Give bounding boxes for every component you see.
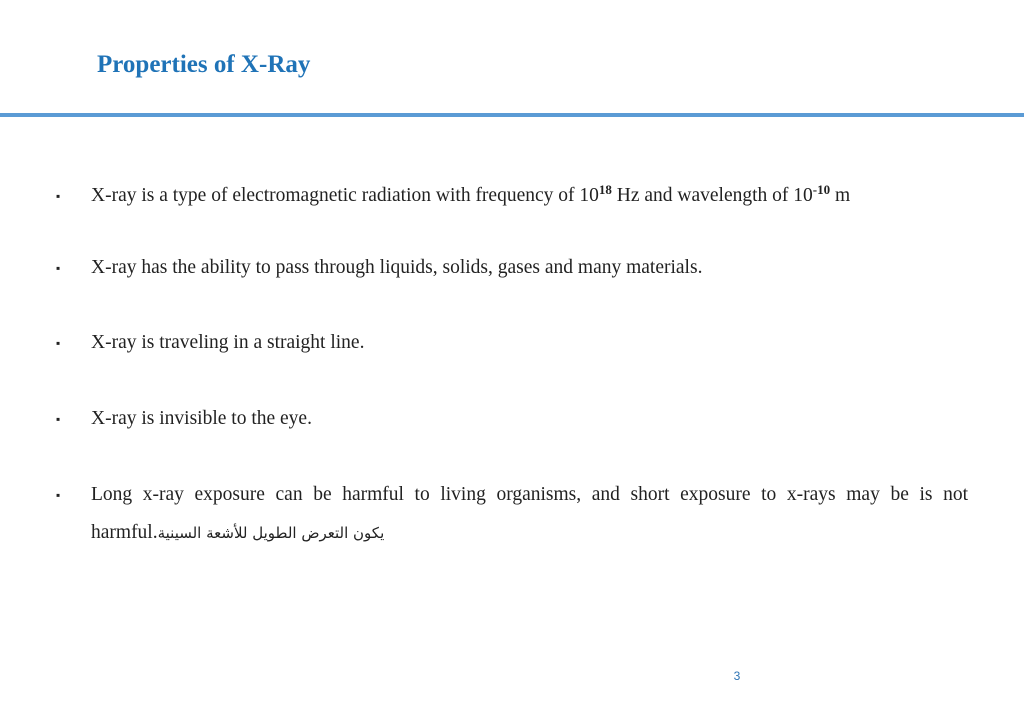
bullet-item-invisible [56, 400, 968, 438]
bullet-text: X-ray is invisible to the eye. [91, 408, 312, 429]
bullet-item-exposure [56, 476, 968, 552]
bullet-item-penetration [56, 249, 968, 287]
bullet-text [91, 476, 968, 552]
bullet-arabic-text: يكون التعرض الطويل للأشعة السينية [157, 524, 385, 542]
bullet-text: X-ray is a type of electromagnetic radiation with frequency of $10^{18}$ Hz and wavelength of $10^{-10}$ m [91, 182, 851, 206]
square-bullet-icon: ▪ [56, 412, 61, 426]
bullet-item-straight-line [56, 324, 968, 362]
page-number: 3 [733, 669, 741, 683]
title-divider [0, 113, 1024, 117]
bullet-text: X-ray has the ability to pass through liquids, solids, gases and many materials. [91, 257, 703, 278]
square-bullet-icon: ▪ [56, 189, 61, 203]
slide-title: Properties of X-Ray [97, 51, 311, 78]
square-bullet-icon: ▪ [56, 488, 61, 502]
bullet-english-text: Long x-ray exposure can be harmful to living organisms, and short exposure to x-rays may be is not harmful. [91, 484, 968, 543]
square-bullet-icon: ▪ [56, 261, 61, 275]
square-bullet-icon: ▪ [56, 336, 61, 350]
bullet-text: X-ray is traveling in a straight line. [91, 332, 365, 353]
bullet-item-frequency [56, 177, 968, 215]
